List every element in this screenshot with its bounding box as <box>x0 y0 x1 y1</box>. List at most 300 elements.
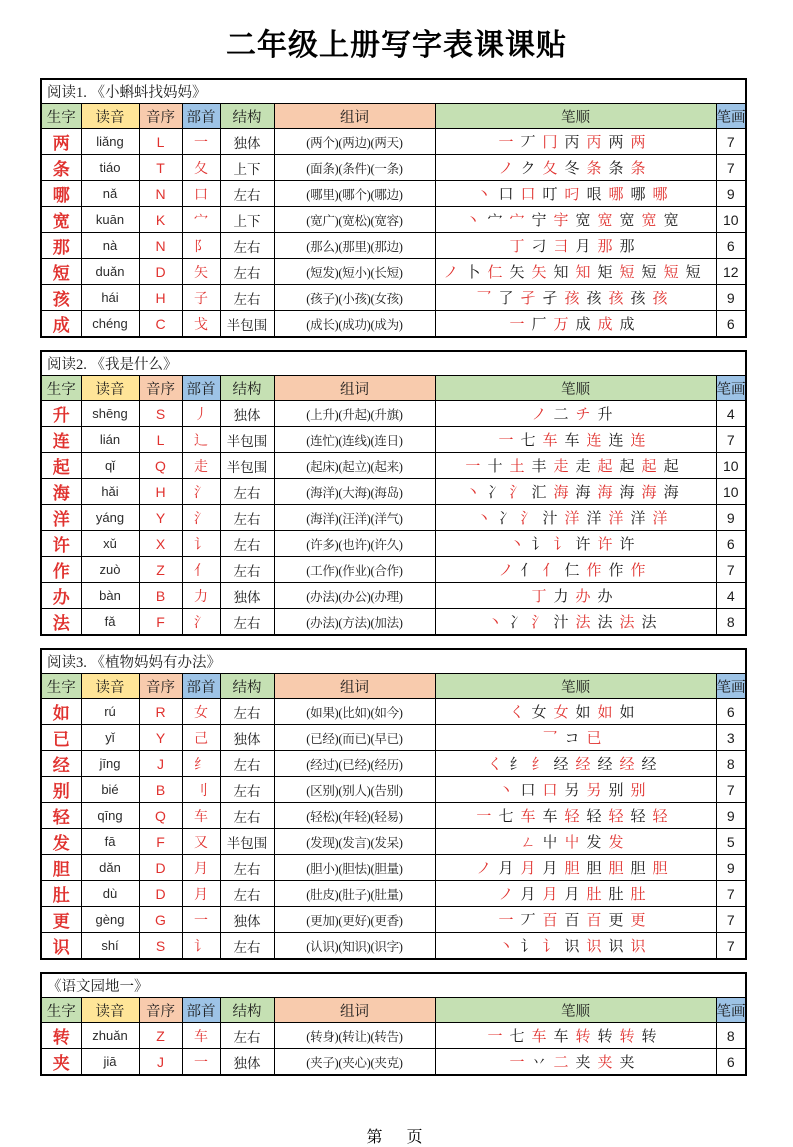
character-row <box>41 557 746 583</box>
stroke-step: 哪 <box>608 187 624 203</box>
stroke-step: 条 <box>608 161 624 177</box>
character-row <box>41 479 746 505</box>
stroke-step: 识 <box>630 939 646 955</box>
stroke-step: 亻 <box>520 563 536 579</box>
stroke-step: 屮 <box>564 835 580 851</box>
character-cell: 已 <box>41 725 81 751</box>
initial-cell: R <box>139 699 182 725</box>
pinyin-cell: yáng <box>81 505 139 531</box>
stroke-step: 讠 <box>553 537 569 553</box>
structure-cell: 上下 <box>220 155 274 181</box>
stroke-step: 丶 <box>498 783 514 799</box>
stroke-step: 别 <box>608 783 624 799</box>
stroke-step: 矢 <box>509 265 525 281</box>
stroke-step: 车 <box>553 1029 569 1045</box>
stroke-step: 海 <box>641 485 657 501</box>
character-cell: 识 <box>41 933 81 960</box>
column-header-jiegou: 结构 <box>220 376 274 401</box>
structure-cell: 左右 <box>220 181 274 207</box>
radical-cell: 夂 <box>182 155 220 181</box>
stroke-order-cell <box>435 1023 716 1049</box>
section-title-row <box>41 973 746 998</box>
structure-cell: 独体 <box>220 129 274 155</box>
stroke-step: 力 <box>553 589 569 605</box>
tables-container <box>0 78 793 1076</box>
column-header-shengzi: 生字 <box>41 998 81 1023</box>
radical-cell: 氵 <box>182 479 220 505</box>
initial-cell: D <box>139 855 182 881</box>
stroke-step: 宽 <box>663 213 679 229</box>
stroke-step: 七 <box>509 1029 525 1045</box>
character-row <box>41 181 746 207</box>
stroke-count-cell: 4 <box>716 401 746 427</box>
stroke-order-cell <box>435 479 716 505</box>
initial-cell: X <box>139 531 182 557</box>
words-cell: (短发)(短小)(长短) <box>274 259 435 285</box>
stroke-step: 哪 <box>652 187 668 203</box>
character-row <box>41 285 746 311</box>
pinyin-cell: fǎ <box>81 609 139 636</box>
structure-cell: 左右 <box>220 699 274 725</box>
section-title: 《语文园地一》 <box>41 973 746 998</box>
words-cell: (上升)(升起)(升旗) <box>274 401 435 427</box>
stroke-order-cell <box>435 855 716 881</box>
radical-cell: 又 <box>182 829 220 855</box>
stroke-step: 宇 <box>553 213 569 229</box>
stroke-order-cell <box>435 233 716 259</box>
column-header-bishun: 笔顺 <box>435 998 716 1023</box>
structure-cell: 独体 <box>220 1049 274 1076</box>
stroke-step: 法 <box>575 615 591 631</box>
stroke-step: ノ <box>476 861 492 877</box>
structure-cell: 左右 <box>220 531 274 557</box>
pinyin-cell: fā <box>81 829 139 855</box>
words-cell: (两个)(两边)(两天) <box>274 129 435 155</box>
stroke-step: 办 <box>575 589 591 605</box>
column-header-bihua: 笔画 <box>716 104 746 129</box>
stroke-step: 丆 <box>520 913 536 929</box>
stroke-step: 如 <box>575 705 591 721</box>
words-cell: (区别)(别人)(告别) <box>274 777 435 803</box>
stroke-step: 起 <box>619 459 635 475</box>
character-cell: 那 <box>41 233 81 259</box>
stroke-step: 成 <box>575 317 591 333</box>
character-row <box>41 233 746 259</box>
stroke-order-cell <box>435 207 716 233</box>
pinyin-cell: tiáo <box>81 155 139 181</box>
stroke-step: 冫 <box>509 615 525 631</box>
words-cell: (夹子)(夹心)(夹克) <box>274 1049 435 1076</box>
structure-cell: 半包围 <box>220 829 274 855</box>
stroke-count-cell: 9 <box>716 505 746 531</box>
character-cell: 连 <box>41 427 81 453</box>
initial-cell: S <box>139 933 182 960</box>
stroke-count-cell: 6 <box>716 1049 746 1076</box>
stroke-step: 矩 <box>597 265 613 281</box>
radical-cell: 氵 <box>182 609 220 636</box>
stroke-step: ク <box>520 161 536 177</box>
pinyin-cell: shēng <box>81 401 139 427</box>
words-cell: (连忙)(连线)(连日) <box>274 427 435 453</box>
stroke-step: 起 <box>597 459 613 475</box>
column-header-bushou: 部首 <box>182 674 220 699</box>
stroke-step: 冂 <box>542 135 558 151</box>
character-table <box>40 648 747 960</box>
stroke-step: 汇 <box>531 485 547 501</box>
stroke-step: 经 <box>619 757 635 773</box>
stroke-step: 海 <box>597 485 613 501</box>
stroke-step: 夹 <box>575 1055 591 1071</box>
initial-cell: H <box>139 285 182 311</box>
stroke-order-cell <box>435 933 716 960</box>
structure-cell: 半包围 <box>220 427 274 453</box>
stroke-step: 讠 <box>542 939 558 955</box>
column-header-row <box>41 104 746 129</box>
stroke-step: ノ <box>443 265 459 281</box>
initial-cell: Y <box>139 725 182 751</box>
column-header-duyin: 读音 <box>81 998 139 1023</box>
pinyin-cell: duǎn <box>81 259 139 285</box>
structure-cell: 左右 <box>220 259 274 285</box>
stroke-step: 彐 <box>553 239 569 255</box>
stroke-step: 七 <box>520 433 536 449</box>
stroke-step: 一 <box>498 913 514 929</box>
character-row <box>41 207 746 233</box>
stroke-step: 知 <box>553 265 569 281</box>
character-row <box>41 427 746 453</box>
stroke-order-cell <box>435 803 716 829</box>
character-cell: 法 <box>41 609 81 636</box>
radical-cell: 口 <box>182 181 220 207</box>
radical-cell: 女 <box>182 699 220 725</box>
stroke-step: 孩 <box>586 291 602 307</box>
character-cell: 起 <box>41 453 81 479</box>
stroke-step: 肚 <box>586 887 602 903</box>
character-table <box>40 350 747 636</box>
initial-cell: Q <box>139 803 182 829</box>
stroke-order-cell <box>435 129 716 155</box>
stroke-count-cell: 6 <box>716 531 746 557</box>
stroke-step: 短 <box>685 265 701 281</box>
column-header-yinxu: 音序 <box>139 376 182 401</box>
stroke-step: 成 <box>597 317 613 333</box>
words-cell: (海洋)(汪洋)(洋气) <box>274 505 435 531</box>
page-number-footer: 第 页 <box>366 1129 427 1146</box>
character-cell: 哪 <box>41 181 81 207</box>
stroke-count-cell: 5 <box>716 829 746 855</box>
stroke-step: 海 <box>575 485 591 501</box>
stroke-step: 洋 <box>630 511 646 527</box>
stroke-step: 转 <box>597 1029 613 1045</box>
initial-cell: J <box>139 1049 182 1076</box>
pinyin-cell: bié <box>81 777 139 803</box>
stroke-step: 孑 <box>542 291 558 307</box>
stroke-step: 知 <box>575 265 591 281</box>
stroke-step: 转 <box>619 1029 635 1045</box>
stroke-step: 氵 <box>531 615 547 631</box>
stroke-step: 夹 <box>597 1055 613 1071</box>
stroke-step: 叼 <box>564 187 580 203</box>
initial-cell: L <box>139 129 182 155</box>
stroke-step: 短 <box>663 265 679 281</box>
stroke-step: 肚 <box>630 887 646 903</box>
character-cell: 更 <box>41 907 81 933</box>
stroke-step: 洋 <box>652 511 668 527</box>
stroke-step: 经 <box>641 757 657 773</box>
stroke-step: ノ <box>498 161 514 177</box>
stroke-step: 口 <box>520 783 536 799</box>
character-row <box>41 401 746 427</box>
stroke-step: 冫 <box>487 485 503 501</box>
stroke-order-cell <box>435 699 716 725</box>
stroke-step: 月 <box>542 861 558 877</box>
stroke-step: ノ <box>498 563 514 579</box>
stroke-order-cell <box>435 311 716 338</box>
words-cell: (肚皮)(肚子)(肚量) <box>274 881 435 907</box>
column-header-yinxu: 音序 <box>139 998 182 1023</box>
stroke-step: 宽 <box>575 213 591 229</box>
stroke-step: 识 <box>608 939 624 955</box>
column-header-bishun: 笔顺 <box>435 376 716 401</box>
stroke-step: 走 <box>553 459 569 475</box>
character-cell: 作 <box>41 557 81 583</box>
stroke-step: 经 <box>597 757 613 773</box>
stroke-count-cell: 7 <box>716 881 746 907</box>
stroke-step: 月 <box>520 887 536 903</box>
structure-cell: 左右 <box>220 285 274 311</box>
stroke-step: 车 <box>520 809 536 825</box>
stroke-order-cell <box>435 401 716 427</box>
stroke-step: 口 <box>498 187 514 203</box>
initial-cell: C <box>139 311 182 338</box>
stroke-step: 汁 <box>542 511 558 527</box>
character-row <box>41 505 746 531</box>
stroke-step: 海 <box>619 485 635 501</box>
stroke-step: 丶 <box>498 939 514 955</box>
structure-cell: 独体 <box>220 401 274 427</box>
structure-cell: 上下 <box>220 207 274 233</box>
stroke-step: 作 <box>608 563 624 579</box>
stroke-step: 识 <box>564 939 580 955</box>
words-cell: (经过)(已经)(经历) <box>274 751 435 777</box>
words-cell: (轻松)(年轻)(轻易) <box>274 803 435 829</box>
stroke-step: ノ <box>531 407 547 423</box>
section-title: 阅读1. 《小蝌蚪找妈妈》 <box>41 79 746 104</box>
stroke-step: 乛 <box>476 291 492 307</box>
initial-cell: H <box>139 479 182 505</box>
stroke-order-cell <box>435 829 716 855</box>
stroke-order-cell <box>435 505 716 531</box>
stroke-step: 车 <box>531 1029 547 1045</box>
stroke-order-cell <box>435 725 716 751</box>
stroke-step: 厂 <box>531 317 547 333</box>
stroke-step: 一 <box>465 459 481 475</box>
initial-cell: D <box>139 259 182 285</box>
stroke-step: 宽 <box>641 213 657 229</box>
stroke-step: 短 <box>641 265 657 281</box>
structure-cell: 左右 <box>220 1023 274 1049</box>
character-row <box>41 583 746 609</box>
character-cell: 升 <box>41 401 81 427</box>
character-cell: 条 <box>41 155 81 181</box>
pinyin-cell: shí <box>81 933 139 960</box>
stroke-step: 办 <box>597 589 613 605</box>
column-header-shengzi: 生字 <box>41 376 81 401</box>
character-row <box>41 129 746 155</box>
stroke-step: 女 <box>531 705 547 721</box>
stroke-step: 法 <box>619 615 635 631</box>
stroke-count-cell: 8 <box>716 609 746 636</box>
stroke-step: 条 <box>586 161 602 177</box>
character-cell: 办 <box>41 583 81 609</box>
stroke-step: 胆 <box>608 861 624 877</box>
character-cell: 许 <box>41 531 81 557</box>
stroke-step: 两 <box>630 135 646 151</box>
radical-cell: 辶 <box>182 427 220 453</box>
stroke-step: 丁 <box>509 239 525 255</box>
radical-cell: 亻 <box>182 557 220 583</box>
stroke-step: 一 <box>498 135 514 151</box>
words-cell: (面条)(条件)(一条) <box>274 155 435 181</box>
words-cell: (许多)(也许)(许久) <box>274 531 435 557</box>
stroke-step: 夂 <box>542 161 558 177</box>
structure-cell: 左右 <box>220 933 274 960</box>
character-cell: 如 <box>41 699 81 725</box>
section-title: 阅读3. 《植物妈妈有办法》 <box>41 649 746 674</box>
pinyin-cell: dù <box>81 881 139 907</box>
column-header-bushou: 部首 <box>182 376 220 401</box>
stroke-order-cell <box>435 285 716 311</box>
structure-cell: 左右 <box>220 803 274 829</box>
stroke-step: 哪 <box>630 187 646 203</box>
stroke-count-cell: 7 <box>716 907 746 933</box>
character-cell: 海 <box>41 479 81 505</box>
stroke-step: 连 <box>608 433 624 449</box>
character-row <box>41 1023 746 1049</box>
column-header-jiegou: 结构 <box>220 104 274 129</box>
character-row <box>41 453 746 479</box>
pinyin-cell: hǎi <box>81 479 139 505</box>
stroke-step: 经 <box>575 757 591 773</box>
column-header-bihua: 笔画 <box>716 674 746 699</box>
words-cell: (办法)(方法)(加法) <box>274 609 435 636</box>
structure-cell: 左右 <box>220 777 274 803</box>
radical-cell: 走 <box>182 453 220 479</box>
stroke-step: 走 <box>575 459 591 475</box>
radical-cell: 讠 <box>182 933 220 960</box>
radical-cell: 子 <box>182 285 220 311</box>
stroke-step: 轻 <box>652 809 668 825</box>
column-header-zuci: 组词 <box>274 376 435 401</box>
stroke-order-cell <box>435 427 716 453</box>
radical-cell: 宀 <box>182 207 220 233</box>
stroke-order-cell <box>435 609 716 636</box>
column-header-bihua: 笔画 <box>716 998 746 1023</box>
column-header-bishun: 笔顺 <box>435 104 716 129</box>
structure-cell: 独体 <box>220 907 274 933</box>
radical-cell: 戈 <box>182 311 220 338</box>
stroke-step: 一 <box>509 1055 525 1071</box>
stroke-order-cell <box>435 777 716 803</box>
character-cell: 孩 <box>41 285 81 311</box>
stroke-step: ㄥ <box>520 835 536 851</box>
stroke-step: 孩 <box>630 291 646 307</box>
column-header-zuci: 组词 <box>274 998 435 1023</box>
character-cell: 胆 <box>41 855 81 881</box>
stroke-step: 矢 <box>531 265 547 281</box>
stroke-step: 那 <box>597 239 613 255</box>
stroke-step: 另 <box>564 783 580 799</box>
words-cell: (起床)(起立)(起来) <box>274 453 435 479</box>
character-row <box>41 803 746 829</box>
stroke-step: 冬 <box>564 161 580 177</box>
stroke-count-cell: 9 <box>716 181 746 207</box>
stroke-step: 氵 <box>520 511 536 527</box>
stroke-step: 海 <box>663 485 679 501</box>
stroke-step: 宁 <box>531 213 547 229</box>
stroke-step: 了 <box>498 291 514 307</box>
character-cell: 别 <box>41 777 81 803</box>
words-cell: (转身)(转让)(转告) <box>274 1023 435 1049</box>
stroke-order-cell <box>435 583 716 609</box>
initial-cell: B <box>139 777 182 803</box>
character-cell: 短 <box>41 259 81 285</box>
stroke-step: 那 <box>619 239 635 255</box>
stroke-step: 丶 <box>476 511 492 527</box>
stroke-step: 连 <box>630 433 646 449</box>
stroke-step: 洋 <box>608 511 624 527</box>
stroke-count-cell: 7 <box>716 933 746 960</box>
words-cell: (海洋)(大海)(海岛) <box>274 479 435 505</box>
stroke-step: 叮 <box>542 187 558 203</box>
pinyin-cell: bàn <box>81 583 139 609</box>
stroke-step: 胆 <box>586 861 602 877</box>
stroke-step: 发 <box>608 835 624 851</box>
stroke-count-cell: 6 <box>716 699 746 725</box>
stroke-step: 月 <box>498 861 514 877</box>
column-header-row <box>41 674 746 699</box>
column-header-zuci: 组词 <box>274 104 435 129</box>
stroke-step: 月 <box>575 239 591 255</box>
stroke-step: 汁 <box>553 615 569 631</box>
stroke-step: 升 <box>597 407 613 423</box>
character-row <box>41 777 746 803</box>
stroke-count-cell: 3 <box>716 725 746 751</box>
character-row <box>41 609 746 636</box>
stroke-step: 宀 <box>509 213 525 229</box>
stroke-step: 月 <box>564 887 580 903</box>
structure-cell: 左右 <box>220 233 274 259</box>
character-row <box>41 829 746 855</box>
stroke-step: 丶 <box>465 485 481 501</box>
words-cell: (那么)(那里)(那边) <box>274 233 435 259</box>
column-header-duyin: 读音 <box>81 674 139 699</box>
initial-cell: Y <box>139 505 182 531</box>
column-header-zuci: 组词 <box>274 674 435 699</box>
stroke-step: 另 <box>586 783 602 799</box>
character-cell: 两 <box>41 129 81 155</box>
stroke-step: 氵 <box>509 485 525 501</box>
stroke-step: 一 <box>498 433 514 449</box>
words-cell: (办法)(办公)(办理) <box>274 583 435 609</box>
character-row <box>41 881 746 907</box>
stroke-step: 哏 <box>586 187 602 203</box>
pinyin-cell: kuān <box>81 207 139 233</box>
character-row <box>41 1049 746 1076</box>
stroke-step: 海 <box>553 485 569 501</box>
stroke-step: 万 <box>553 317 569 333</box>
stroke-order-cell <box>435 751 716 777</box>
